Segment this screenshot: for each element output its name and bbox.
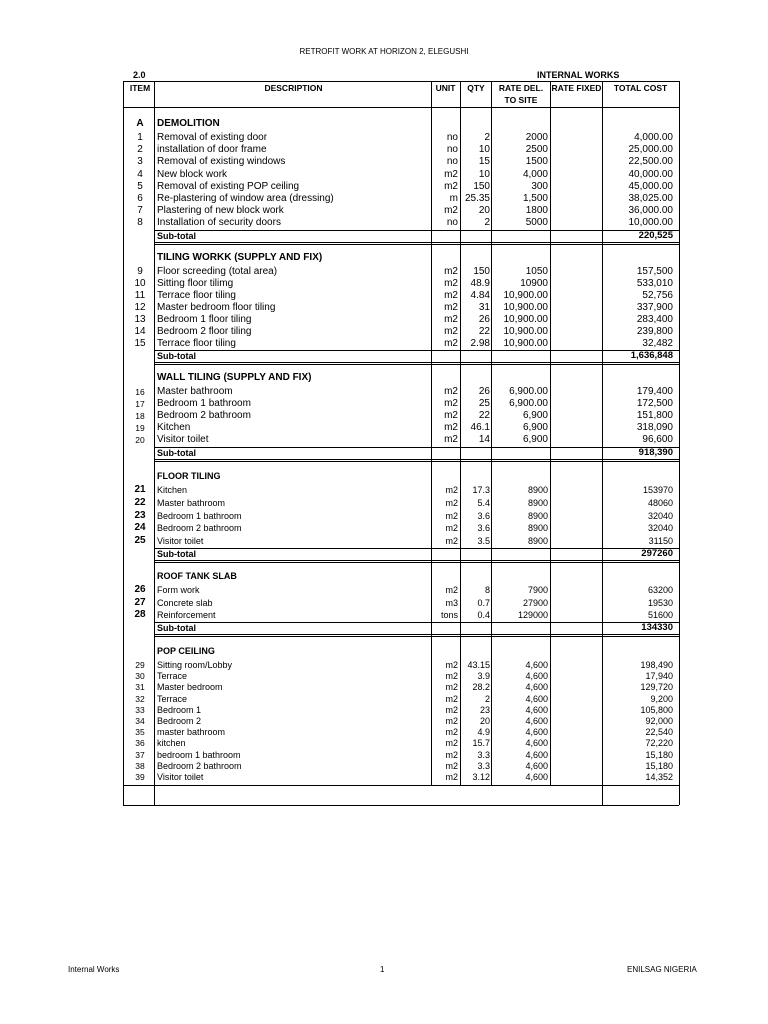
item-unit: m2 (445, 738, 458, 748)
item-total-cost: 198,490 (640, 660, 673, 670)
item-qty: 15.7 (472, 738, 490, 748)
item-total-cost: 283,400 (636, 314, 673, 325)
table-bottom-border (123, 805, 679, 806)
item-description: Terrace (157, 671, 188, 681)
header-qty: QTY (467, 83, 485, 93)
item-qty: 4.84 (470, 290, 490, 301)
item-unit: m2 (444, 302, 458, 313)
subtotal-value: 220,525 (638, 230, 673, 241)
item-total-cost: 10,000.00 (628, 217, 673, 228)
item-unit: m2 (444, 205, 458, 216)
item-qty: 3.6 (477, 523, 490, 533)
item-unit: no (446, 156, 458, 167)
footer-left: Internal Works (68, 965, 120, 974)
item-qty: 3.3 (477, 761, 490, 771)
subtotal-double-border (154, 636, 679, 637)
item-number: 6 (137, 193, 143, 204)
item-number: 1 (137, 132, 143, 143)
item-number: 27 (134, 597, 146, 608)
item-rate: 6,900.00 (509, 398, 548, 409)
item-qty: 23 (479, 705, 490, 715)
item-number: 22 (134, 497, 146, 508)
item-rate: 4,600 (525, 750, 548, 760)
subtotal-bottom-border (154, 560, 679, 561)
item-qty: 43.15 (467, 660, 490, 670)
item-description: Bedroom 2 bathroom (157, 410, 251, 421)
item-qty: 48.9 (470, 278, 490, 289)
section-heading: TILING WORKK (SUPPLY AND FIX) (157, 252, 323, 263)
item-description: Sitting room/Lobby (157, 660, 233, 670)
item-description: Kitchen (157, 485, 188, 495)
subtotal-double-border (154, 364, 679, 365)
subtotal-label: Sub-total (157, 549, 196, 559)
item-rate: 5000 (525, 217, 548, 228)
subtotal-bottom-border (154, 242, 679, 243)
item-rate: 4,600 (525, 682, 548, 692)
item-description: Master bedroom (157, 682, 223, 692)
item-description: kitchen (157, 738, 186, 748)
item-total-cost: 151,800 (636, 410, 673, 421)
item-rate: 4,600 (525, 727, 548, 737)
item-total-cost: 22,500.00 (628, 156, 673, 167)
header-rate-fixed (551, 82, 602, 94)
item-description: Plastering of new block work (157, 205, 284, 216)
item-total-cost: 38,025.00 (628, 193, 673, 204)
item-number: 23 (134, 510, 146, 521)
item-description: Master bedroom floor tiling (157, 302, 276, 313)
item-rate: 2500 (525, 144, 548, 155)
item-qty: 14 (478, 434, 490, 445)
item-unit: no (446, 217, 458, 228)
item-rate: 4,600 (525, 694, 548, 704)
item-unit: m2 (444, 266, 458, 277)
column-divider (550, 81, 551, 785)
item-description: Form work (157, 585, 200, 595)
item-rate: 1500 (525, 156, 548, 167)
item-rate: 6,900 (522, 410, 548, 421)
item-total-cost: 533,010 (636, 278, 673, 289)
item-rate: 4,600 (525, 660, 548, 670)
item-description: Bedroom 2 floor tiling (157, 326, 252, 337)
item-total-cost: 96,600 (642, 434, 673, 445)
subtotal-top-border (154, 622, 679, 623)
item-description: Visitor toilet (157, 536, 204, 546)
item-qty: 20 (479, 716, 490, 726)
subtotal-top-border (154, 230, 679, 231)
item-unit: m2 (444, 398, 458, 409)
header-rate-del-text: RATE DEL. TO SITE (498, 83, 544, 105)
item-description: Master bathroom (157, 498, 226, 508)
item-unit: m2 (444, 314, 458, 325)
subtotal-value: 1,636,848 (630, 350, 673, 361)
item-total-cost: 19530 (647, 598, 673, 608)
item-number: 2 (137, 144, 143, 155)
item-rate: 6,900.00 (509, 386, 548, 397)
item-rate: 10,900.00 (503, 314, 548, 325)
section-heading: POP CEILING (157, 646, 215, 656)
item-unit: no (446, 132, 458, 143)
page-title: RETROFIT WORK AT HORIZON 2, ELEGUSHI (299, 47, 469, 56)
item-unit: m (449, 193, 458, 204)
item-number: 18 (135, 411, 145, 421)
item-qty: 26 (478, 314, 490, 325)
item-description: Re-plastering of window area (dressing) (157, 193, 334, 204)
item-total-cost: 92,000 (645, 716, 673, 726)
item-description: Terrace floor tiling (157, 338, 236, 349)
item-rate: 1,500 (522, 193, 548, 204)
item-rate: 4,600 (525, 772, 548, 782)
item-description: Removal of existing door (157, 132, 268, 143)
item-unit: m2 (445, 694, 458, 704)
item-qty: 10 (478, 144, 490, 155)
item-total-cost: 63200 (647, 585, 673, 595)
item-number: 10 (134, 278, 146, 289)
item-qty: 17.3 (472, 485, 490, 495)
header-item: ITEM (129, 83, 151, 93)
header-description: DESCRIPTION (264, 83, 323, 93)
item-unit: m2 (445, 523, 458, 533)
item-number: 13 (134, 314, 146, 325)
item-unit: m2 (444, 169, 458, 180)
item-unit: m2 (444, 326, 458, 337)
item-total-cost: 36,000.00 (628, 205, 673, 216)
item-description: Terrace floor tiling (157, 290, 236, 301)
item-unit: m2 (445, 682, 458, 692)
table-last-row-border (123, 785, 679, 786)
item-number: 21 (134, 484, 146, 495)
item-qty: 22 (478, 410, 490, 421)
item-description: Removal of existing windows (157, 156, 286, 167)
item-total-cost: 52,756 (642, 290, 673, 301)
item-number: 7 (137, 205, 143, 216)
item-total-cost: 72,220 (645, 738, 673, 748)
item-rate: 8900 (527, 536, 548, 546)
footer-page-number: 1 (380, 965, 385, 974)
item-description: New block work (157, 169, 228, 180)
subtotal-top-border (154, 350, 679, 351)
item-rate: 4,600 (525, 671, 548, 681)
item-rate: 6,900 (522, 422, 548, 433)
item-rate: 4,600 (525, 761, 548, 771)
item-qty: 28.2 (472, 682, 490, 692)
item-description: Bedroom 1 floor tiling (157, 314, 252, 325)
item-qty: 2 (484, 132, 490, 143)
item-total-cost: 15,180 (645, 750, 673, 760)
item-unit: m2 (444, 410, 458, 421)
item-number: 38 (135, 761, 145, 771)
item-unit: m2 (444, 338, 458, 349)
item-unit: m3 (445, 598, 458, 608)
item-description: Master bathroom (157, 386, 233, 397)
item-qty: 22 (478, 326, 490, 337)
item-total-cost: 153970 (642, 485, 673, 495)
item-unit: m2 (445, 585, 458, 595)
item-number: 34 (135, 716, 145, 726)
item-unit: m2 (445, 485, 458, 495)
item-total-cost: 9,200 (650, 694, 673, 704)
item-rate: 10,900.00 (503, 290, 548, 301)
subtotal-label: Sub-total (157, 623, 196, 633)
item-total-cost: 31150 (648, 536, 673, 546)
header-rate-del (492, 82, 550, 106)
item-rate: 8900 (527, 511, 548, 521)
item-number: 28 (134, 609, 146, 620)
item-unit: tons (440, 610, 458, 620)
item-qty: 150 (473, 181, 490, 192)
item-qty: 0.7 (477, 598, 490, 608)
section-number: 2.0 (133, 70, 146, 80)
subtotal-bottom-border (154, 634, 679, 635)
item-number: 9 (137, 266, 143, 277)
item-total-cost: 48060 (647, 498, 673, 508)
item-rate: 10,900.00 (503, 338, 548, 349)
item-unit: m2 (445, 671, 458, 681)
item-number: 12 (134, 302, 146, 313)
item-qty: 3.6 (477, 511, 490, 521)
item-qty: 150 (473, 266, 490, 277)
item-description: Floor screeding (total area) (157, 266, 278, 277)
item-total-cost: 14,352 (645, 772, 673, 782)
item-total-cost: 15,180 (645, 761, 673, 771)
item-unit: m2 (445, 705, 458, 715)
subtotal-label: Sub-total (157, 231, 196, 241)
item-rate: 8900 (527, 498, 548, 508)
item-qty: 46.1 (470, 422, 490, 433)
item-number: 3 (137, 156, 143, 167)
subtotal-value: 297260 (641, 548, 673, 559)
section-heading: FLOOR TILING (157, 471, 221, 481)
item-number: 37 (135, 750, 145, 760)
item-rate: 27900 (522, 598, 548, 608)
item-qty: 25.35 (464, 193, 490, 204)
item-total-cost: 51600 (647, 610, 673, 620)
item-number: 16 (135, 387, 145, 397)
item-description: Sitting floor tilimg (157, 278, 234, 289)
item-rate: 10,900.00 (503, 326, 548, 337)
item-qty: 4.9 (477, 727, 490, 737)
item-description: Kitchen (157, 422, 191, 433)
item-description: Terrace (157, 694, 188, 704)
item-qty: 2 (484, 217, 490, 228)
item-qty: 26 (478, 386, 490, 397)
subtotal-value: 918,390 (638, 447, 673, 458)
item-unit: m2 (445, 727, 458, 737)
item-number: 29 (135, 660, 145, 670)
item-qty: 31 (478, 302, 490, 313)
item-rate: 129000 (517, 610, 548, 620)
item-unit: m2 (445, 772, 458, 782)
item-rate: 10,900.00 (503, 302, 548, 313)
header-bottom-border (123, 107, 679, 108)
item-total-cost: 45,000.00 (628, 181, 673, 192)
item-total-cost: 172,500 (636, 398, 673, 409)
header-total-cost: TOTAL COST (613, 83, 668, 93)
item-number: 32 (135, 694, 145, 704)
item-unit: m2 (445, 761, 458, 771)
item-number: 25 (134, 535, 146, 546)
item-total-cost: 4,000.00 (634, 132, 673, 143)
item-qty: 3.5 (477, 536, 490, 546)
item-number: 4 (137, 169, 143, 180)
item-unit: m2 (444, 278, 458, 289)
item-unit: m2 (445, 511, 458, 521)
item-rate: 10900 (520, 278, 548, 289)
item-description: Bedroom 2 bathroom (157, 761, 242, 771)
item-total-cost: 129,720 (640, 682, 673, 692)
section-heading: DEMOLITION (157, 118, 220, 129)
item-rate: 4,000 (522, 169, 548, 180)
item-total-cost: 40,000.00 (628, 169, 673, 180)
header-unit: UNIT (435, 83, 456, 93)
item-number: 11 (134, 290, 146, 301)
item-qty: 0.4 (477, 610, 490, 620)
item-rate: 7900 (527, 585, 548, 595)
table-left-border (123, 81, 124, 805)
item-number: 26 (134, 584, 146, 595)
item-unit: m2 (444, 181, 458, 192)
item-qty: 2 (484, 694, 490, 704)
table-right-border (679, 81, 680, 805)
item-rate: 4,600 (525, 705, 548, 715)
item-number: 20 (135, 435, 145, 445)
item-description: Concrete slab (157, 598, 213, 608)
item-rate: 1050 (525, 266, 548, 277)
footer-right: ENILSAG NIGERIA (627, 965, 697, 974)
item-unit: m2 (444, 290, 458, 301)
item-qty: 5.4 (477, 498, 490, 508)
item-qty: 15 (478, 156, 490, 167)
item-number: 14 (134, 326, 146, 337)
item-unit: m2 (445, 750, 458, 760)
item-rate: 4,600 (525, 738, 548, 748)
item-unit: m2 (445, 536, 458, 546)
item-qty: 2.98 (470, 338, 490, 349)
header-rate-fixed-text: RATE FIXED (551, 83, 602, 93)
subtotal-double-border (154, 461, 679, 462)
item-unit: no (446, 144, 458, 155)
item-number: 17 (135, 399, 145, 409)
item-rate: 8900 (527, 485, 548, 495)
section-label: A (136, 118, 144, 129)
item-number: 8 (137, 217, 143, 228)
subtotal-double-border (154, 244, 679, 245)
item-description: Reinforcement (157, 610, 216, 620)
item-number: 36 (135, 738, 145, 748)
subtotal-bottom-border (154, 362, 679, 363)
item-qty: 25 (478, 398, 490, 409)
item-total-cost: 157,500 (636, 266, 673, 277)
item-rate: 300 (531, 181, 548, 192)
item-qty: 3.12 (472, 772, 490, 782)
item-number: 35 (135, 727, 145, 737)
item-unit: m2 (445, 498, 458, 508)
table-top-border (123, 81, 679, 82)
item-total-cost: 318,090 (636, 422, 673, 433)
item-description: Bedroom 1 bathroom (157, 511, 242, 521)
item-number: 5 (137, 181, 143, 192)
item-description: Visitor toilet (157, 772, 204, 782)
item-rate: 6,900 (522, 434, 548, 445)
item-number: 15 (134, 338, 146, 349)
subtotal-bottom-border (154, 459, 679, 460)
item-rate: 4,600 (525, 716, 548, 726)
item-total-cost: 17,940 (645, 671, 673, 681)
item-description: Bedroom 1 (157, 705, 202, 715)
item-description: Removal of existing POP ceiling (157, 181, 300, 192)
item-unit: m2 (445, 660, 458, 670)
item-description: installation of door frame (157, 144, 267, 155)
item-qty: 10 (478, 169, 490, 180)
item-description: Bedroom 1 bathroom (157, 398, 251, 409)
subtotal-top-border (154, 548, 679, 549)
subtotal-value: 134330 (641, 622, 673, 633)
item-number: 31 (135, 682, 145, 692)
section-title: INTERNAL WORKS (537, 70, 620, 80)
item-number: 19 (135, 423, 145, 433)
subtotal-double-border (154, 562, 679, 563)
item-total-cost: 25,000.00 (628, 144, 673, 155)
item-description: Bedroom 2 bathroom (157, 523, 242, 533)
item-description: master bathroom (157, 727, 226, 737)
item-unit: m2 (444, 434, 458, 445)
item-unit: m2 (445, 716, 458, 726)
item-description: Visitor toilet (157, 434, 209, 445)
column-divider (602, 785, 603, 805)
item-total-cost: 337,900 (636, 302, 673, 313)
section-heading: ROOF TANK SLAB (157, 571, 237, 581)
column-divider (154, 785, 155, 805)
item-total-cost: 179,400 (636, 386, 673, 397)
item-qty: 8 (484, 585, 490, 595)
item-rate: 8900 (527, 523, 548, 533)
item-rate: 1800 (525, 205, 548, 216)
item-total-cost: 105,800 (640, 705, 673, 715)
item-number: 30 (135, 671, 145, 681)
item-qty: 20 (478, 205, 490, 216)
item-unit: m2 (444, 386, 458, 397)
item-total-cost: 22,540 (645, 727, 673, 737)
subtotal-top-border (154, 447, 679, 448)
item-total-cost: 239,800 (636, 326, 673, 337)
section-heading: WALL TILING (SUPPLY AND FIX) (157, 372, 312, 383)
item-rate: 2000 (525, 132, 548, 143)
item-total-cost: 32040 (647, 511, 673, 521)
item-qty: 3.9 (477, 671, 490, 681)
item-total-cost: 32,482 (642, 338, 673, 349)
item-number: 39 (135, 772, 145, 782)
item-description: Installation of security doors (157, 217, 281, 228)
item-qty: 3.3 (477, 750, 490, 760)
item-description: bedroom 1 bathroom (157, 750, 241, 760)
item-unit: m2 (444, 422, 458, 433)
item-number: 24 (134, 522, 146, 533)
subtotal-label: Sub-total (157, 448, 196, 458)
item-total-cost: 32040 (647, 523, 673, 533)
item-number: 33 (135, 705, 145, 715)
item-description: Bedroom 2 (157, 716, 202, 726)
subtotal-label: Sub-total (157, 351, 196, 361)
